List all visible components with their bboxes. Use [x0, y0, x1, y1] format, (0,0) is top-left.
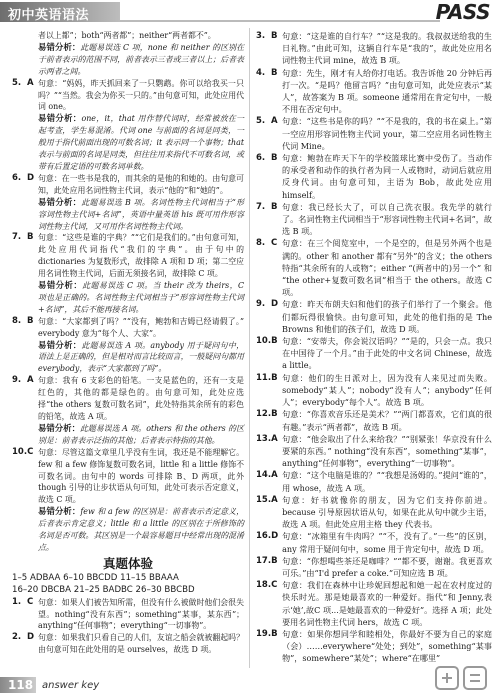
item-number: 8. — [12, 315, 22, 326]
item-explanation: 句意：“妈妈，昨天抓回来了一只鹦鹉。你可以给我买一只吗？”“当然。我会为你买一只的。”由句意可知，此处应用代词 one。 — [38, 78, 244, 112]
answer-item — [256, 494, 492, 531]
answer-item — [256, 469, 492, 493]
error-analysis — [12, 423, 244, 447]
item-explanation: 句意：“他会取出了什么来给我？”“别紧张！华京没有什么要紧的东西。” nothing“没有东西”，something“某事”，anything“任何事物”，everything“一切事物”。 — [282, 433, 492, 469]
item-answer: B — [271, 628, 278, 639]
section-title: 真题体验 — [102, 555, 153, 571]
item-answer: D — [271, 531, 279, 542]
item-number: 17. — [256, 555, 272, 566]
item-answer: C — [27, 446, 34, 457]
footer-label: answer key — [42, 680, 100, 691]
page-number: 118 — [8, 678, 34, 692]
item-answer: D — [27, 632, 35, 643]
error-analysis-text: 此题易误选 C 项，none 和 neither 的区别在于前者表示的范围不同，前者表示三者或三者以上；后者表示两者之间。 — [38, 42, 244, 76]
answer-item — [256, 335, 492, 372]
item-explanation: 句意：在三个阅览室中，一个是空的，但是另外两个也是满的。other 和 another 都有“另外”的含义；the others 特指“其余所有的人或物”；either “(两者中的)另一个” 和 “the other+复数可数名词”相当于 the others。故选 C 项。 — [282, 238, 492, 298]
answer-item — [256, 433, 492, 470]
item-number: 15. — [256, 494, 272, 505]
item-number: 9. — [256, 299, 266, 310]
item-explanation: 句意：“安蒂夫，你会说汉语吗？”“是的，只会一点。我只在中国待了一个月。”由于此处的中文名词 Chinese，故选 a little。 — [282, 336, 492, 371]
item-answer: B — [271, 372, 278, 383]
answer-item — [12, 447, 244, 507]
pass-logo: PASS — [435, 0, 490, 24]
item-explanation: 句意：“这些书是你的吗？”“不是我的，我的书在桌上。”第一空应用形容词性物主代词 your，第二空应用名词性物主代词 Mine。 — [282, 116, 492, 151]
item-answer: C — [271, 580, 278, 591]
item-number: 6. — [12, 172, 22, 183]
error-analysis — [12, 113, 244, 173]
watermark-logo-icon — [432, 661, 492, 695]
item-explanation: 句意：好书就像你的朋友，因为它们支持你前进。because 引导原因状语从句，如果在此从句中就少主语，故选 A 项。但此处应用主格 they 代表书。 — [282, 494, 492, 530]
answer-key-line-2: 16–20 DBCBA 21–25 BADBC 26–30 BBCBD — [12, 584, 195, 595]
answer-item — [256, 201, 492, 238]
answer-item — [256, 628, 492, 665]
item-answer: B — [27, 232, 34, 243]
answer-item — [12, 316, 244, 340]
item-explanation: 句意：“冰箱里有牛肉吗？”“不，没有了。”一些”的区别，any 常用于疑问句中，some 用于肯定句中，故选 D 项。 — [282, 531, 492, 554]
item-answer: B — [271, 31, 278, 41]
error-analysis-text: 此题易误选 A 项。others 和 the others 的区别是：前者表示泛指的其他；后者表示特指的其他。 — [38, 423, 244, 445]
item-number: 9. — [12, 375, 22, 386]
answer-item — [256, 237, 492, 298]
answer-item — [256, 67, 492, 116]
item-explanation: 句意：我已经长大了，可以自己洗衣服。我先学的就行了。名词性物主代词相当于“形容词性物主代词+名词”，故选 B 项。 — [282, 201, 492, 237]
item-number: 16. — [256, 531, 272, 542]
answer-item — [256, 115, 492, 152]
item-answer: D — [271, 299, 279, 310]
item-explanation: 句意：我们在森林中让珍妮回想起和她一起在农村度过的快乐时光。那是她最喜欢的一种爱好。指代“和 Jenny,表示‘她’,故C 项...是她最喜欢的一种爱好”。选择 A 项；此处要用名词性物主代词 hers，故选 C 项。 — [282, 580, 492, 627]
answer-item — [12, 232, 244, 280]
item-answer: B — [27, 315, 34, 326]
error-analysis — [12, 42, 244, 78]
error-analysis-text: 此题易误选 B 项。名词性物主代词相当于“形容词性物主代词+名词”，英语中量英语 his 既可用作形容词性物主代词，又可用作名词性物主代词。 — [38, 197, 244, 231]
item-number: 10. — [256, 336, 272, 347]
answer-item — [256, 298, 492, 335]
item-answer: B — [271, 555, 278, 566]
error-analysis-label: 易错分析： — [38, 280, 83, 291]
item-explanation: 句意：先生，刚才有人给你打电话。我告诉他 20 分钟后再打一次。“是吗？他留言吗？”由句意可知，此处应表示“某人”，故答案为 B 项。someone 通常用在肯定句中，一般不用在否定句中。 — [282, 67, 492, 115]
error-analysis — [12, 280, 244, 316]
item-explanation: 句意：我有 6 支彩色的铅笔。一支是蓝色的，还有一支是红色的，其他的都是绿色的。由句意可知，此处应选择“the others 复数可数名词”，此处特指其余所有的彩色的铅笔，故选 A 项。 — [38, 376, 244, 421]
item-explanation: 句意：“这些是谁的字典？”“它们是我们的。”由句意可知，此处应用代词指代“我们的字典”。由于句中的 dictionaries 为复数形式，故排除 A 项和 D 项；第二空应用名词性物主代词，后面无须接名词，故排除 C 项。 — [38, 233, 244, 279]
item-explanation: 句意：鲍勃在昨天下午的学校篮球比赛中受伤了。当动作的承受者和动作的执行者为同一人或物时，动词后就应用反身代词。由句意可知，主语为 Bob，故此处应用 himself。 — [282, 153, 492, 200]
item-answer: A — [27, 375, 34, 386]
item-number: 1. — [12, 596, 22, 607]
error-analysis — [12, 340, 244, 376]
item-number: 18. — [256, 580, 272, 591]
item-explanation: 句意：昨天布朗夫妇和他们的孩子们举行了一个聚会。他们都玩得很愉快。由句意可知，此处的他们指的是 The Browns 和他们的孩子们，故选 D 项。 — [282, 299, 492, 334]
header-rule — [120, 20, 440, 22]
answer-item — [12, 173, 244, 197]
item-explanation: 句意：“这个电脑是谁的？”“我想是汤姆的。”提问“谁的”，用 whose，故选 A 项。 — [282, 470, 492, 493]
item-answer: A — [271, 494, 278, 505]
item-explanation: 句意：“这是谁的自行车？”“这是我的。我叔叔送给我的生日礼物。”由此可知，这辆自行车是“我的”，故此处应用名词性物主代词 mine，故选 B 项。 — [282, 31, 492, 66]
item-answer: A — [271, 470, 278, 481]
item-answer: A — [27, 77, 34, 88]
answer-item — [12, 78, 244, 114]
item-number: 6. — [256, 153, 266, 164]
left-column — [12, 30, 244, 656]
item-explanation: 句意：“大家都到了吗？”“没有，鲍勃和吉姆已经请假了。” everybody 意为“每个人、大家”。 — [38, 316, 244, 338]
item-number: 8. — [256, 238, 266, 249]
answer-item — [256, 555, 492, 579]
item-explanation: 句意：在一些书是我的，而其余的是他的和她的。由句意可知，此处应用名词性物主代词，表示“他的”和“她的”。 — [38, 173, 244, 195]
item-explanation: 句意：他们的生日派对上，因为没有人来见过而失败。somebody“某人”；nobody“没有人”；anybody“任何人”；everybody“每个人”。故选 B 项。 — [282, 372, 492, 408]
error-analysis-text: 此题易误选 A 项。anybody 用于疑问句中，语法上是正确的，但是相对而言比较而言，一般疑问句都用 everybody，表示“大家都到了吗”。 — [38, 340, 245, 374]
answer-item — [256, 408, 492, 432]
answer-item — [256, 152, 492, 201]
error-analysis — [12, 506, 244, 554]
item-explanation: 句意：如果我们只看自己的人们，友谊之船会就被翻起吗？由句意可知在此处用的是 ourselves，故选 D 项。 — [38, 633, 244, 655]
error-analysis-text: 此题易误选 C 项。当 their 改为 theirs，C 项也是正确的。名词性物主代词相当于“形容词性物主代词+名词”，其后不能再接名词。 — [38, 281, 244, 314]
item-number: 5. — [12, 77, 22, 88]
continued-text: 者以上都”；both“两者都”；neither“两者都不”。 — [38, 31, 216, 40]
item-number: 14. — [256, 470, 272, 481]
error-analysis-label: 易错分析： — [38, 41, 81, 52]
item-number: 7. — [256, 201, 266, 212]
item-answer: C — [271, 238, 278, 249]
item-answer: A — [271, 116, 278, 127]
page-header — [0, 0, 500, 26]
item-number: 10. — [12, 446, 28, 457]
item-answer: B — [271, 336, 278, 347]
answer-item — [12, 597, 244, 633]
error-analysis — [12, 197, 244, 233]
error-analysis-text: few 和 a few 的区别是：前者表示否定意义，后者表示肯定意义；little 和 a little 的区别在于所修饰的名词是否可数。其区别是一个最容易题目中经常出现的混淆点。 — [38, 507, 244, 552]
item-number: 2. — [12, 632, 22, 643]
item-answer: C — [27, 596, 34, 607]
answer-item — [256, 30, 492, 67]
answer-item — [12, 375, 244, 423]
item-explanation: 句意：尽管这篇文章里几乎没有生词，我还是不能理解它。few 和 a few 修饰复数可数名词，little 和 a little 修饰不可数名词。由句中的 words 可排除 B、D 两项，此外 though 引导的让步状语从句可知，此处可表示否定意义，故选 C 项。 — [38, 447, 244, 505]
item-number: 3. — [256, 31, 266, 41]
error-analysis-text: one，it，that 用作替代词时，经常被放在一起考查，学生易混淆。代词 one 与前面的名词是同类，一般用于指代前面出现的可数名词；it 表示同一个事物；that 表示与前面的名词是同类，但往往用来指代不可数名词，或带有后置定语的可数名词单数。 — [38, 114, 244, 171]
item-answer: B — [271, 201, 278, 212]
item-explanation: 句意：如果你想同学和睦相处，你最好不要为自己的家庭（会）……everywhere“处处；到处”，something“某事物”，somewhere“某处”；where“在哪里” — [282, 628, 492, 664]
error-analysis-label: 易错分析： — [38, 422, 81, 433]
answer-item — [256, 530, 492, 554]
answer-item — [256, 579, 492, 628]
page-footer — [0, 673, 500, 699]
item-number: 7. — [12, 232, 22, 243]
left-tail-answers — [12, 597, 244, 657]
answer-item — [12, 632, 244, 656]
item-number: 13. — [256, 433, 272, 444]
error-analysis-label: 易错分析： — [38, 113, 82, 124]
item-number: 19. — [256, 628, 272, 639]
item-answer: B — [271, 153, 278, 164]
item-answer: A — [271, 433, 278, 444]
column-divider — [249, 28, 250, 668]
book-title: 初中英语语法 — [8, 8, 90, 23]
item-number: 11. — [256, 372, 272, 383]
right-column — [256, 30, 492, 665]
error-analysis-label: 易错分析： — [38, 196, 82, 207]
left-answers — [12, 30, 244, 554]
right-answers — [256, 30, 492, 665]
item-number: 4. — [256, 67, 266, 78]
error-analysis-label: 易错分析： — [38, 339, 82, 350]
item-explanation: 句意：如果人们被告知所需，但没有什么被做时他们会很失望。nothing“没有东西”；something“某事，某东西”；anything“任何事物”；everything“一切事物”。 — [38, 597, 244, 631]
item-answer: D — [27, 172, 35, 183]
item-number: 5. — [256, 116, 266, 127]
item-answer: B — [271, 409, 278, 420]
item-number: 12. — [256, 409, 272, 420]
error-analysis-label: 易错分析： — [38, 506, 81, 517]
item-explanation: 句意：“你喜欢音乐还是美术？”“两门都喜欢，它们真的很有趣。”表示“两者都”，故选 B 项。 — [282, 409, 492, 432]
answer-key-line-1: 1–5 ADBAA 6–10 BBCDD 11–15 BBAAA — [12, 572, 179, 583]
item-answer: B — [271, 67, 278, 78]
item-explanation: 句意：“你想喝些茶还是咖啡？”“都不要，谢谢。我更喜欢可乐。”由“I'd prefer a coke.”可知应选 B 项。 — [282, 555, 492, 578]
answer-item — [256, 372, 492, 409]
